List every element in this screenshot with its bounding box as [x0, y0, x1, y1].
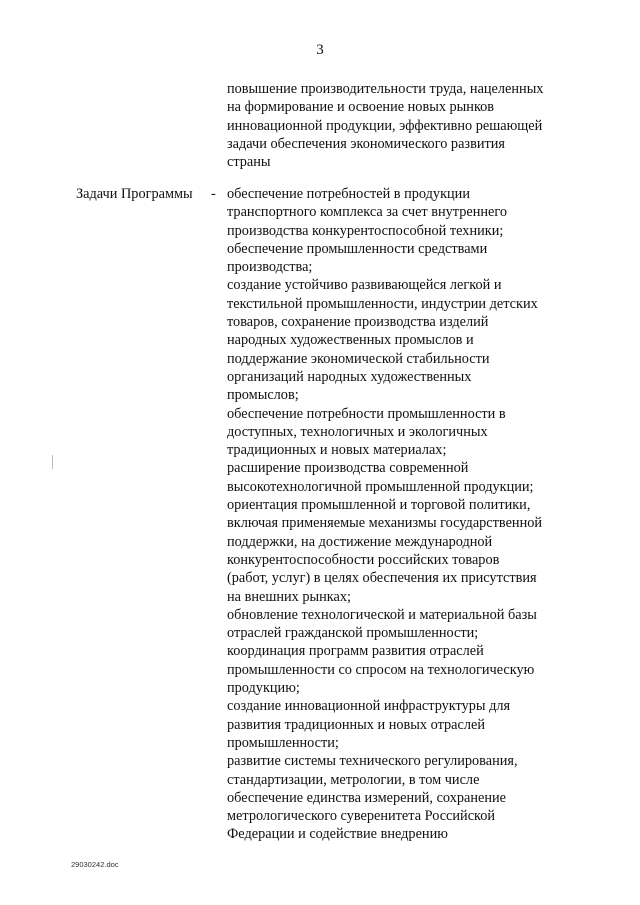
tasks-line: Федерации и содействие внедрению: [227, 826, 448, 843]
tasks-line: ориентация промышленной и торговой политики,: [227, 497, 531, 514]
intro-line: повышение производительности труда, нацеленных: [227, 81, 544, 97]
margin-mark: [52, 455, 53, 469]
tasks-line: расширение производства современной: [227, 460, 469, 477]
tasks-dash: -: [211, 186, 216, 202]
tasks-line: традиционных и новых материалах;: [227, 442, 447, 459]
tasks-line: транспортного комплекса за счет внутреннего: [227, 204, 508, 221]
tasks-line: включая применяемые механизмы государственной: [227, 515, 543, 532]
tasks-line: производства;: [227, 259, 313, 276]
intro-paragraph: [227, 80, 572, 171]
tasks-line: развития традиционных и новых отраслей: [227, 716, 485, 733]
tasks-line: промышленности;: [227, 734, 339, 751]
tasks-line: поддержки, на достижение международной: [227, 533, 493, 550]
tasks-line: создание инновационной инфраструктуры для: [227, 698, 511, 715]
tasks-line: народных художественных промыслов и: [227, 332, 474, 349]
tasks-line: развитие системы технического регулирования,: [227, 753, 518, 770]
tasks-line: координация программ развития отраслей: [227, 643, 484, 660]
tasks-list: [227, 185, 572, 844]
tasks-line: отраслей гражданской промышленности;: [227, 625, 479, 642]
tasks-line: обеспечение единства измерений, сохранение: [227, 789, 506, 806]
tasks-line: высокотехнологичной промышленной продукции;: [227, 478, 534, 495]
tasks-line: товаров, сохранение производства изделий: [227, 314, 489, 331]
tasks-line: организаций народных художественных: [227, 368, 472, 385]
tasks-line: доступных, технологичных и экологичных: [227, 423, 488, 440]
tasks-line: стандартизации, метрологии, в том числе: [227, 771, 480, 788]
tasks-line: конкурентоспособности российских товаров: [227, 551, 500, 568]
intro-line: страны: [227, 154, 271, 171]
tasks-line: обеспечение промышленности средствами: [227, 240, 488, 257]
tasks-line: обеспечение потребностей в продукции: [227, 186, 470, 202]
tasks-line: обновление технологической и материальной базы: [227, 606, 537, 623]
tasks-line: создание устойчиво развивающейся легкой и: [227, 277, 502, 294]
tasks-line: поддержание экономической стабильности: [227, 350, 490, 367]
page-number: 3: [316, 42, 324, 58]
tasks-line: обеспечение потребности промышленности в: [227, 405, 506, 422]
intro-line: инновационной продукции, эффективно решающей: [227, 117, 543, 134]
tasks-line: метрологического суверенитета Российской: [227, 808, 496, 825]
tasks-line: продукцию;: [227, 680, 300, 697]
tasks-line: промыслов;: [227, 387, 299, 404]
tasks-line: на внешних рынках;: [227, 588, 351, 605]
intro-line: на формирование и освоение новых рынков: [227, 99, 495, 116]
footer-file-code: 29030242.doc: [71, 860, 119, 869]
tasks-label: Задачи Программы: [76, 186, 193, 202]
tasks-line: производства конкурентоспособной техники;: [227, 222, 504, 239]
tasks-line: текстильной промышленности, индустрии детских: [227, 295, 538, 312]
tasks-line: (работ, услуг) в целях обеспечения их присутствия: [227, 570, 537, 587]
tasks-line: промышленности со спросом на технологическую: [227, 661, 535, 678]
intro-line: задачи обеспечения экономического развития: [227, 135, 505, 152]
